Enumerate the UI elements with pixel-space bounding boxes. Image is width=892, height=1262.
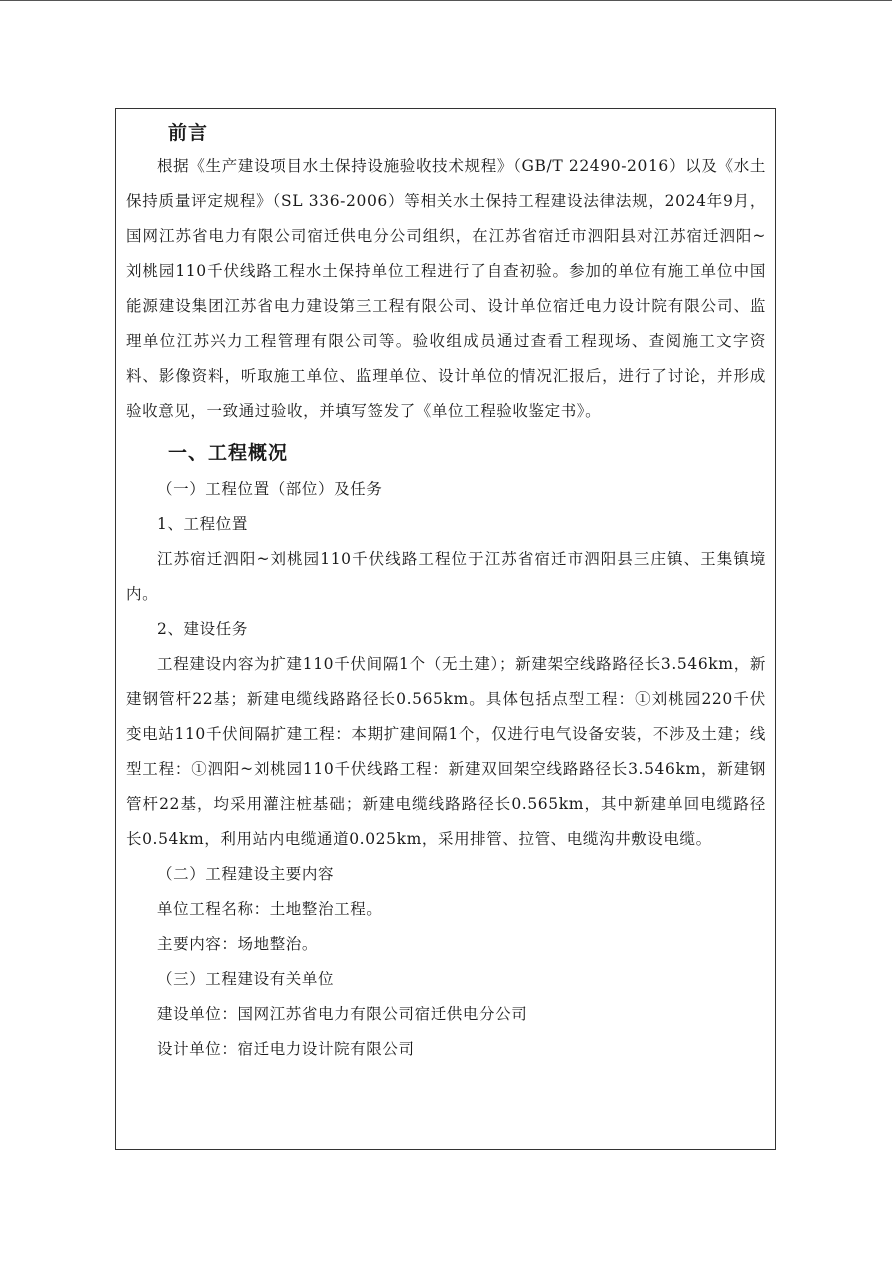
subsection-location-heading: （一）工程位置（部位）及任务 — [157, 480, 383, 498]
document-body — [126, 119, 766, 1067]
item-location-title: 1、工程位置 — [157, 515, 248, 533]
item-task-title: 2、建设任务 — [157, 620, 248, 638]
preface-heading: 前言 — [168, 122, 209, 144]
subsection-content-heading: （二）工程建设主要内容 — [157, 865, 335, 883]
item-location-paragraph: 江苏宿迁泗阳~刘桃园110千伏线路工程位于江苏省宿迁市泗阳县三庄镇、王集镇境内。 — [126, 550, 766, 603]
preface-paragraph: 根据《生产建设项目水土保持设施验收技术规程》（GB/T 22490-2016）以及《水土保持质量评定规程》（SL 336-2006）等相关水土保持工程建设法律法规，2024年9月，国网江苏省电力有限公司宿迁供电分公司组织，在江苏省宿迁市泗阳县对江苏宿迁泗阳~刘桃园110千伏线路工程水土保持单位工程进行了自查初验。参加的单位有施工单位中国能源建设集团江苏省电力建设第三工程有限公司、设计单位宿迁电力设计院有限公司、监理单位江苏兴力工程管理有限公司等。验收组成员通过查看工程现场、查阅施工文字资料、影像资料，听取施工单位、监理单位、设计单位的情况汇报后，进行了讨论，并形成验收意见，一致通过验收，并填写签发了《单位工程验收鉴定书》。 — [126, 157, 766, 420]
unit-project-name: 单位工程名称：土地整治工程。 — [157, 900, 383, 918]
main-content: 主要内容：场地整治。 — [157, 935, 319, 953]
document-frame — [115, 108, 776, 1150]
section-overview-heading: 一、工程概况 — [168, 442, 289, 464]
designer-unit: 设计单位：宿迁电力设计院有限公司 — [157, 1040, 415, 1058]
subsection-units-heading: （三）工程建设有关单位 — [157, 970, 335, 988]
builder-unit: 建设单位：国网江苏省电力有限公司宿迁供电分公司 — [157, 1005, 528, 1023]
top-rule — [0, 0, 892, 1]
item-task-paragraph: 工程建设内容为扩建110千伏间隔1个（无土建）；新建架空线路路径长3.546km，新建钢管杆22基；新建电缆线路路径长0.565km。具体包括点型工程：①刘桃园220千伏变电站110千伏间隔扩建工程：本期扩建间隔1个，仅进行电气设备安装，不涉及土建；线型工程：①泗阳~刘桃园110千伏线路工程：新建双回架空线路路径长3.546km，新建钢管杆22基，均采用灌注桩基础；新建电缆线路路径长0.565km，其中新建单回电缆路径长0.54km，利用站内电缆通道0.025km，采用排管、拉管、电缆沟井敷设电缆。 — [126, 655, 766, 848]
